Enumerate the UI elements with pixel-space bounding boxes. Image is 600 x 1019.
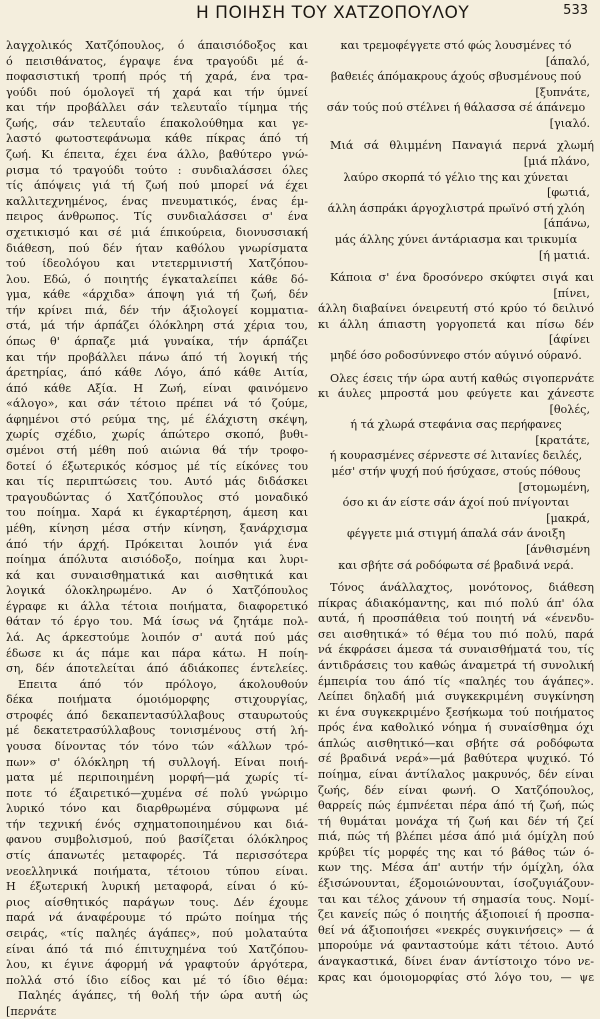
verse-line: Ολες έσεις τήν ώρα αυτή καθώς σιγοπερνάτε — [330, 371, 594, 385]
verse-line: [μιά πλάνο, — [523, 155, 590, 169]
verse-line: Παληές άγάπες, τή θολή τήν ώρα αυτή ώς [περνάτε — [6, 989, 308, 1018]
text-line: κι ένα συγκεκριμένο ξεσήκωμα τού ποιήματος — [318, 705, 594, 719]
text-line: λογικά όλοκληρωμένο. Αν ό Χατζόπουλος — [6, 584, 308, 598]
text-line: άπλώς αισθητικό—και σβήτε σά ροδόφωτα — [318, 736, 594, 750]
verse-line: όσο κι άν είστε σάν άχοί πού πνίγονται — [342, 496, 570, 510]
verse-line: [γιαλό. — [549, 116, 590, 130]
text-line: έμπειρία του άπό τίς «παληές του άγάπες». — [318, 674, 594, 688]
text-line: ζει κανείς πώς ό ποιητής άξιοποιεί ή προσπα- — [318, 908, 594, 922]
text-line: λαγχολικός Χατζόπουλος, ό άπαισιόδοξος και — [6, 39, 308, 52]
text-line: σει αισθητικά» τό θέμα του πιό πολύ, παρά — [318, 627, 594, 641]
text-line: ση, δέν άποτελείται άπό άδιάκοπες έντελείες. — [6, 662, 308, 676]
text-line: λυρικό τόνο και διαρθρωμένα σύμφωνα μέ — [6, 802, 308, 816]
text-line: όπως θ' άρπαζε μιά γυναίκα, τήν άρπάζει — [6, 334, 308, 348]
text-line: άπό κάθε Αξία. Η Ζωή, είναι φαινόμενο — [6, 381, 308, 395]
verse-line: [μακρά, — [546, 511, 590, 525]
text-line: στίς άπανωτές μεταφορές. Τά περισσότερα — [6, 849, 308, 863]
text-line: κων της. Μέσα άπ' αυτήν τήν όμίχλη, όλα — [318, 861, 594, 875]
text-line: πιά, πώς τή βλέπει μέσα άπό μιά όμίχλη πού — [318, 830, 594, 844]
text-line: άπό τήν άρχή. Πρόκειται λοιπόν γιά ένα — [6, 537, 308, 551]
text-line: γμα, κάθε «άρχιδα» άποψη γιά τή ζωή, δέν — [6, 288, 308, 302]
text-line: έδωσε κι άς πάμε και πάρα κάτω. Η ποίη- — [6, 646, 308, 660]
text-line: πων» σ' όλόκληρη τή συλλογή. Είναι ποιή- — [6, 755, 308, 769]
text-line: ποίημα άπόλυτα αισιόδοξο, ποίημα και λυρι- — [6, 553, 308, 567]
text-line: έγραφε κι άλλα τέτοια ποιήματα, διαφορετικό — [6, 599, 308, 613]
text-line: «άλογο», και σάν τέτοιο πρέπει νά τό ζούμε, — [6, 397, 308, 411]
text-line: τή θυμάται μονάχα τή ζωή και δέν τή ζεί — [318, 814, 594, 828]
text-line: στροφές άπό δεκαπεντασύλλαβους σταυρωτούς — [6, 708, 308, 722]
text-line: τού ίδεολόγου και ντετερμινιστή Χατζόπου- — [6, 257, 308, 271]
text-line: θεί νά άξιοποιήσει «νεκρές συγκινήσεις» — ά — [318, 923, 594, 937]
text-line: έξισώνουνται, έξομοιώνουνται, ίσοζυγιάζουν- — [318, 877, 594, 891]
right-column — [318, 38, 594, 985]
verse-line: [άπαλό, — [545, 54, 590, 68]
page-number: 533 — [563, 3, 588, 18]
text-line: φανου συμβολισμού, πού βασίζεται όλόκληρος — [6, 833, 308, 847]
text-line: ζωής, σάν τελευταΐο έπακολούθημα και γε- — [6, 116, 308, 130]
verse-line: [φωτιά, — [546, 186, 590, 200]
text-line: κρας και όμοιομορφίας στό λόγο του, — ψε — [318, 970, 594, 984]
text-line: σμένοι στή μέθη πού αιώνια θά τήν τροφο- — [6, 444, 308, 458]
text-line: είναι άπό τά πιό έπιτυχημένα τού Χατζόπου- — [6, 942, 308, 956]
verse-line: κι άλλη άπιαστη γοργοπετά και πίσω δέν — [318, 317, 594, 331]
text-line: λου. Εδώ, ό ποιητής έγκαταλείπει κάθε δό- — [6, 272, 308, 286]
verse-line: ή κουρασμένες σέρνεστε σέ λιτανίες δειλές, — [329, 449, 583, 463]
text-line: πίκρας άδιακόμαντης, και πιό πολύ άπ' όλα — [318, 596, 594, 610]
verse-line: [ή ματιά. — [538, 248, 590, 262]
verse-line: λαύρο σκορπά τό γέλιο της και χύνεται — [343, 170, 569, 184]
verse-line: [θολές, — [549, 402, 590, 416]
text-line: και τίς περιπτώσεις του. Αυτό μάς διδάσκει — [6, 475, 308, 489]
verse-line: άλλη άσπράκι άργοχλιστρά πρωϊνό στή χλόη — [327, 201, 585, 215]
text-line: αυτά, ή προσπάθεια τού ποιητή νά «ένενδυ- — [318, 612, 594, 626]
text-line: ζωής, δέν είναι φωνή. Ο Χατζόπουλος, — [318, 783, 594, 797]
text-line: και τήν προβάλλει σάν τελευταΐο τίμημα τής — [6, 101, 308, 115]
text-line: λαστό φωτοστεφάνωμα κάθε πίκρας άπό τή — [6, 132, 308, 146]
left-column — [6, 38, 308, 1019]
text-line: τίς άπόψεις γιά τή ζωή πού μπορεί νά έχει — [6, 179, 308, 193]
verse-line: μηδέ όσο ροδοσύννεφο στόν αύγινό ούρανό. — [330, 348, 582, 362]
verse-line: [άνθισμένη — [525, 542, 590, 556]
verse-line: [κρατάτε, — [535, 433, 590, 447]
verse-line: φέγγετε μιά στιγμή άπαλά σάν άνοιξη — [346, 527, 566, 541]
text-line: διάθεση, πού δέν ήταν καθόλου γνωρίσματα — [6, 241, 308, 255]
verse-line: σάν τούς πού στέλνει ή θάλασσα σέ άπάνεμο — [326, 101, 586, 115]
text-line: ται και τέλος χάνουν τή σημασία τους. Νομί- — [318, 892, 594, 906]
text-line: γουσα δίνοντας τόν τόνο τών «άλλων τρό- — [6, 740, 308, 754]
text-line: ποφασιστική τροπή πρός τή χαρά, ένα τρα- — [6, 70, 308, 84]
text-line: του ποίημα. Χαρά κι έγκαρτέρηση, άμεση και — [6, 506, 308, 520]
text-line: πολλά στό ίδιο είδος και μέ τό ίδιο θέμα: — [6, 973, 308, 987]
verse-line: [στομωμένη, — [518, 480, 590, 494]
text-line: ποίημα, είναι άντίλαλος μακρυνός, δέν είναι — [318, 768, 594, 782]
text-line: δοτεί ό έξωτερικός κόσμος μέ τίς είκόνες του — [6, 459, 308, 473]
text-line: Η έξωτερική λυρική μεταφορά, είναι ό κύ- — [6, 880, 308, 894]
text-line: καλλιτεχνημένος, ένας πνευματικός, ένας έμ- — [6, 194, 308, 208]
text-line: Τόνος άνάλλαχτος, μονότονος, διάθεση — [330, 581, 594, 595]
text-line: μπορούμε νά φανταστούμε κάτι τέτοιο. Αυτό — [318, 939, 594, 953]
text-line: νεοελληνικά ποιήματα, τέτοιου τύπου είναι. — [6, 864, 308, 878]
text-line: ριος αίσθητικός παράγων τους. Δέν έχουμε — [6, 895, 308, 909]
verse-line: [πίνει, — [553, 286, 590, 300]
text-line: Λείπει δηλαδή μιά συγκεκριμένη συγκίνηση — [318, 690, 594, 704]
text-line: παρά νά άναφέρουμε τό πρώτο ποίημα τής — [6, 911, 308, 925]
verse-line: Μιά σά θλιμμένη Παναγιά περνά χλωμή — [330, 139, 594, 153]
text-line: ματα μέ περιποιημένη μορφή—μά χωρίς τί- — [6, 771, 308, 785]
text-line: νά έκφράσει άμεσα τά συναισθήματά του, τίς — [318, 643, 594, 657]
text-line: κρύβει τίς μορφές της και τό βάθος τών ό- — [318, 845, 594, 859]
verse-line: και σβήτε σά ροδόφωτα σέ βραδινά νερά. — [338, 558, 574, 572]
text-line: πειρος άνθρωπος. Τίς συνδιαλάσσει σ' ένα — [6, 210, 308, 224]
text-line: μέ δεκατετρασύλλαβους τονισμένους στή λή- — [6, 724, 308, 738]
verse-line: [άφίνει — [548, 333, 590, 347]
text-line: άρετηρίας, άπό κάθε Λόγο, άπό κάθε Αιτία, — [6, 366, 308, 380]
text-line: άφημένοι στό ρεύμα της, μέ έλάχιστη σκέψη, — [6, 412, 308, 426]
text-line: ρισμα τό τραγούδι τούτο : συνδιαλάσσει όλες — [6, 163, 308, 177]
text-line: Επειτα άπό τόν πρόλογο, άκολουθούν — [18, 677, 308, 691]
text-line: σχετικισμό και σέ μιά έπικούρεια, διονυσσιακή — [6, 225, 308, 239]
text-line: τραγουδώντας ό Χατζόπουλος στό μοναδικό — [6, 490, 308, 504]
verse-line: Κάποια σ' ένα δροσόνερο σκύφτει σιγά και — [330, 271, 594, 285]
verse-line: [ξυπνάτε, — [535, 85, 590, 99]
text-line: δέκα ποιήματα όμοιόμορφης στιχουργίας, — [6, 693, 308, 707]
text-line: ζωή. Κι έπειτα, έχει ένα άλλο, βαθύτερο γνώ- — [6, 148, 308, 162]
text-line: τήν τεχνική ένός σχηματοποιημένου και διά- — [6, 817, 308, 831]
running-header-title: Η ΠΟΙΗΣΗ ΤΟΥ ΧΑΤΖΟΠΟΥΛΟΥ — [196, 3, 470, 23]
verse-line: μάς άλλης χύνει άντάριασμα και τρικυμία — [334, 232, 578, 246]
text-line: γούδι πού όμολογεϊ τή χαρά και τήν ύμνεί — [6, 85, 308, 99]
text-line: μέθη, κίνηση μέσα στήν κίνηση, ξανάρχισμα — [6, 521, 308, 535]
text-line: θαρρείς πώς έμπνέεται πέρα άπό τή ζωή, πώς — [318, 799, 594, 813]
verse-line: και τρεμοφέγγετε στό φώς λουσμένες τό — [340, 39, 572, 52]
text-line: σειράς, «τίς παληές άγάπες», πού μολαταύτα — [6, 926, 308, 940]
verse-line: κι άυλες μπροστά μου φεύγετε και χάνεστε — [318, 387, 594, 401]
text-line: σέ βραδινά νερά»—μά βαθύτερα ψυχικό. Τό — [318, 752, 594, 766]
text-line: κά και συναισθηματικά και αισθητικά και — [6, 568, 308, 582]
text-line: άντιδράσεις του καθώς άναμετρά τή συνολική — [318, 658, 594, 672]
verse-line: [άπάνω, — [543, 217, 590, 231]
text-line: πρός ένα καθολικό νόημα ή συναίσθημα όχι — [318, 721, 594, 735]
text-line: χωρίς σχέδιο, χωρίς άπώτερο σκοπό, βυθι- — [6, 428, 308, 442]
text-line: λου, κι έγινε άφορμή νά γραφτούν άργότερα, — [6, 958, 308, 972]
verse-line: βαθειές άπόμακρους άχούς σβυσμένους πού — [330, 70, 582, 84]
text-line: ό πεισιθάνατος, έγραψε ένα τραγούδι μέ ά- — [6, 54, 308, 68]
text-line: ποτε τό έξαιρετικό—χυμένα σέ πολύ γνώριμο — [6, 786, 308, 800]
text-line: τήν κρίνει πιά, δέν τήν άξιολογεί κομματια- — [6, 303, 308, 317]
verse-line: μέσ' στήν ψυχή πού ήσύχασε, στούς πόθους — [331, 465, 581, 479]
text-line: θάταν τό έργο του. Μά ίσως νά ζητάμε πολ- — [6, 615, 308, 629]
verse-line: ή τά χλωρά στεφάνια σας περήφανες — [350, 418, 562, 432]
text-line: λά. Ας άρκεστούμε λοιπόν σ' αυτά πού μάς — [6, 630, 308, 644]
text-line: στά, μά τήν άρπάζει όλόκληρη στά χέρια του, — [6, 319, 308, 333]
text-line: άναγκαστικά, δίνει έναν άντίστοιχο τόνο νε- — [318, 954, 594, 968]
text-line: και τήν προβάλλει πάνω άπό τή λογική τής — [6, 350, 308, 364]
verse-line: άλλη διαβαίνει όνειρευτή στό κρύο τό δειλινό — [318, 302, 594, 316]
